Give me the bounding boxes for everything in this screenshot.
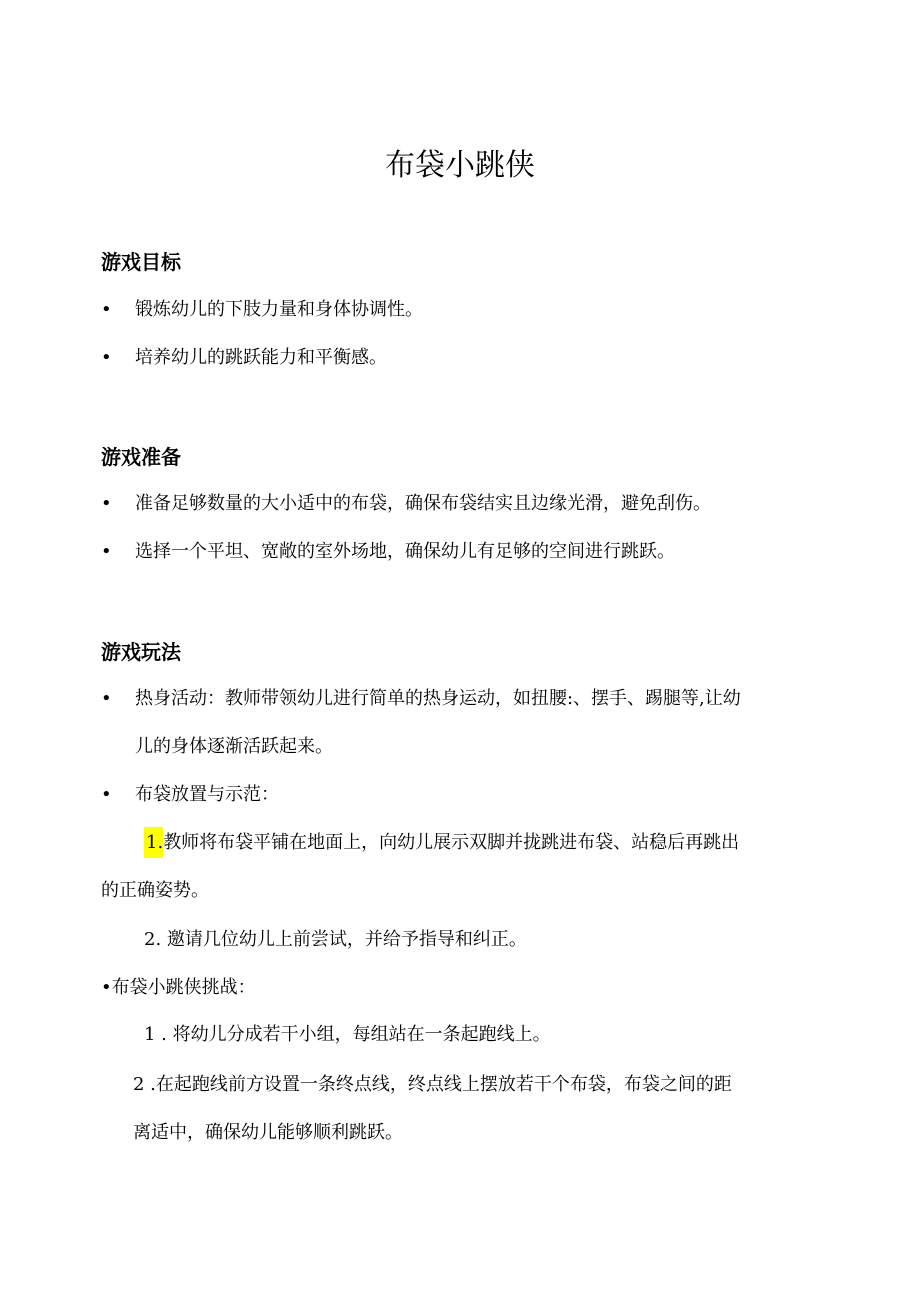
step1-text: 教师将布袋平铺在地面上，向幼儿展示双脚并拢跳进布袋、站稳后再跳出 bbox=[163, 832, 740, 853]
bullet-symbol: • bbox=[101, 688, 112, 709]
placement-label: 布袋放置与示范： bbox=[135, 784, 279, 805]
prep-item-1: 准备足够数量的大小适中的布袋，确保布袋结实且边缘光滑，避免刮伤。 bbox=[135, 493, 711, 514]
challenge-step1: 1 . 将幼儿分成若干小组，每组站在一条起跑线上。 bbox=[144, 1024, 551, 1045]
goal-item-1: 锻炼幼儿的下肢力量和身体协调性。 bbox=[135, 299, 423, 320]
highlighted-step-number: 1. bbox=[144, 827, 163, 858]
bullet-symbol: • bbox=[101, 299, 112, 320]
section-heading-gameplay: 游戏玩法 bbox=[101, 640, 181, 664]
step1-line-1 bbox=[144, 830, 739, 856]
step2-line: 2. 邀请几位幼儿上前尝试，并给予指导和纠正。 bbox=[144, 929, 527, 950]
step1-line-2: 的正确姿势。 bbox=[101, 880, 209, 901]
challenge-step2-line-1: 2 .在起跑线前方设置一条终点线，终点线上摆放若干个布袋，布袋之间的距 bbox=[133, 1074, 732, 1095]
bullet-symbol: • bbox=[101, 347, 112, 368]
section-heading-goals: 游戏目标 bbox=[101, 250, 181, 274]
section-heading-preparation: 游戏准备 bbox=[101, 445, 181, 469]
challenge-label: •布袋小跳侠挑战： bbox=[101, 977, 256, 998]
bullet-symbol: • bbox=[101, 784, 112, 805]
document-title: 布袋小跳侠 bbox=[385, 148, 535, 183]
goal-item-2: 培养幼儿的跳跃能力和平衡感。 bbox=[135, 347, 387, 368]
bullet-symbol: • bbox=[101, 493, 112, 514]
prep-item-2: 选择一个平坦、宽敞的室外场地，确保幼儿有足够的空间进行跳跃。 bbox=[135, 541, 675, 562]
warmup-line-1: 热身活动：教师带领幼儿进行简单的热身运动，如扭腰:、摆手、踢腿等,让幼 bbox=[135, 688, 741, 709]
challenge-step2-line-2: 离适中，确保幼儿能够顺利跳跃。 bbox=[133, 1122, 403, 1143]
warmup-line-2: 儿的身体逐渐活跃起来。 bbox=[135, 736, 333, 757]
bullet-symbol: • bbox=[101, 541, 112, 562]
